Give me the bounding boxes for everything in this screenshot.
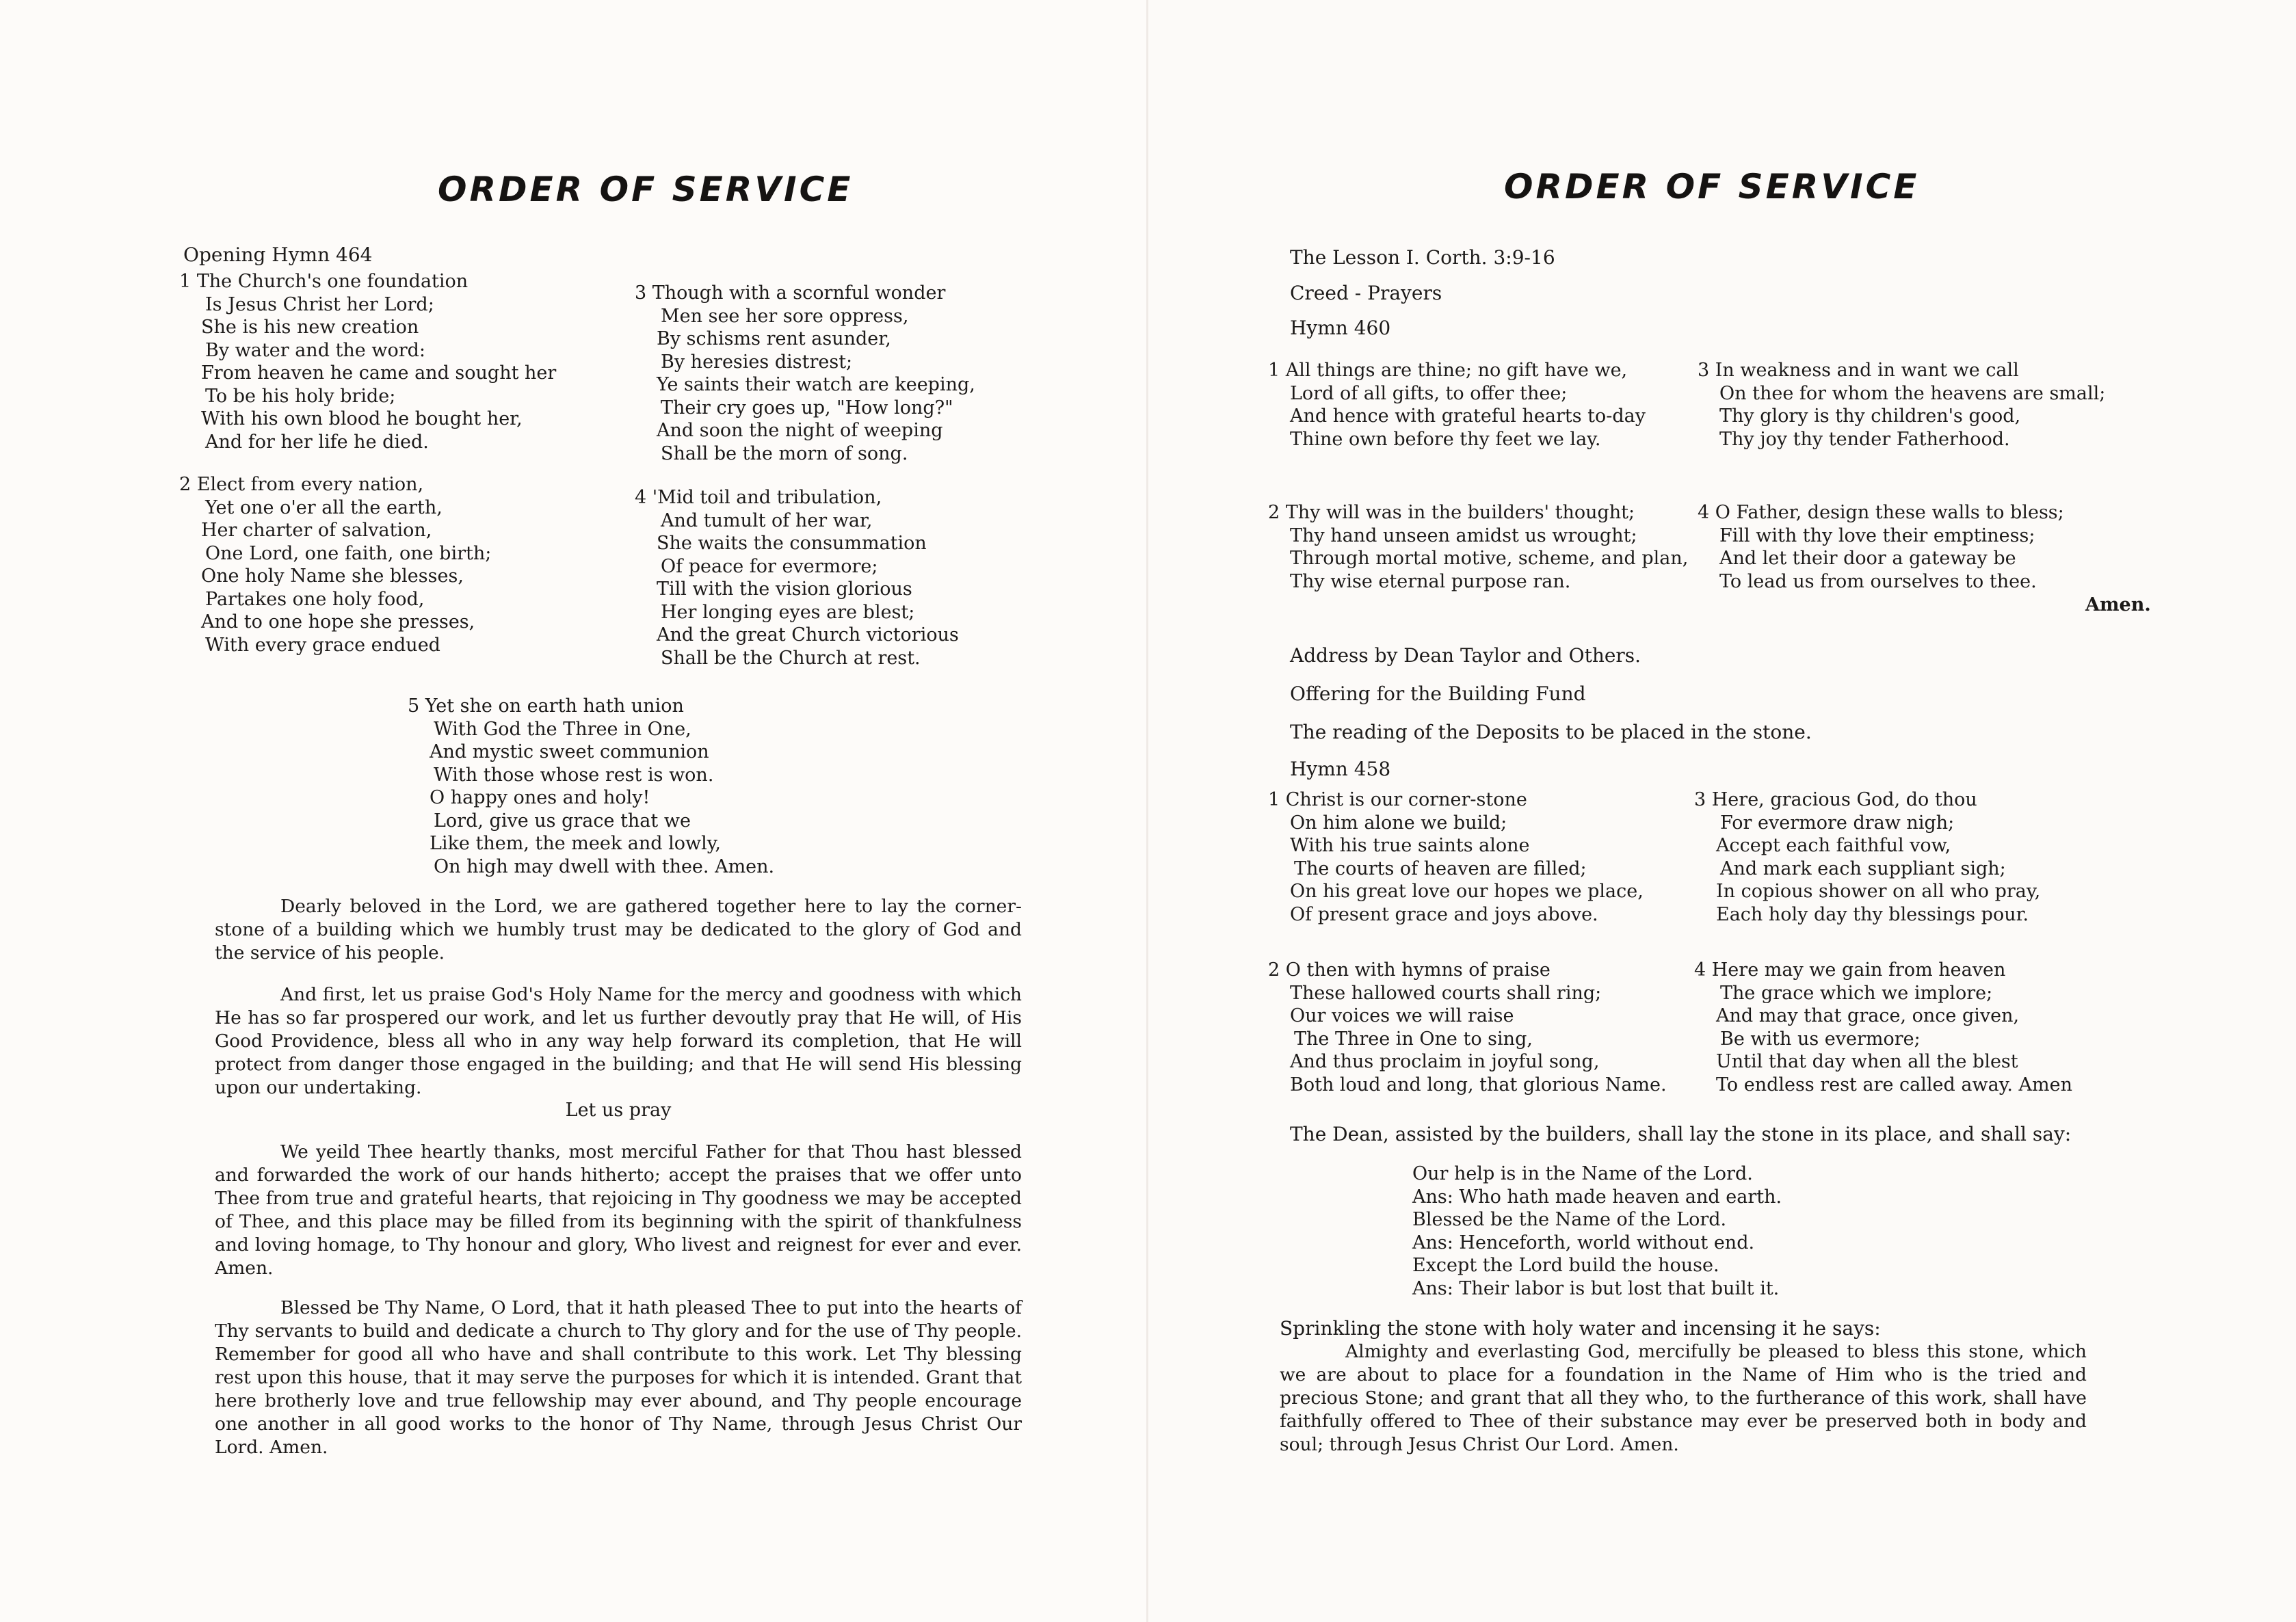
page-title: ORDER OF SERVICE: [1504, 167, 1920, 207]
thanksgiving-prayer: We yeild Thee heartly thanks, most merciful Father for that Thou hast blessed and forwarded the work of our hands hitherto; accept the praises that we offer unto Thee from true and grateful hearts, that rejoicing in Thy goodness we may be accepted of Thee, and this place may be filled from its beginning with the spirit of thankfulness and loving homage, to Thy honour and glory, Who livest and reignest for ever and ever. Amen.: [215, 1141, 1022, 1279]
hymn-458-verse-1: 1 Christ is our corner-stone On him alone we build; With his true saints alone The courts of heaven are filled; On his great love our hopes we place, Of present grace and joys above.: [1268, 789, 1644, 925]
hymn-458-verse-3: 3 Here, gracious God, do thou For evermore draw nigh; Accept each faithful vow, And mark each suppliant sigh; In copious shower on all who pray, Each holy day thy blessings pour.: [1694, 789, 2041, 925]
right-page: [1148, 0, 2296, 1622]
deposits-reading-label: The reading of the Deposits to be placed in the stone.: [1290, 721, 1812, 743]
dedication-prayer: Blessed be Thy Name, O Lord, that it hath pleased Thee to put into the hearts of Thy servants to build and dedicate a church to Thy glory and for the use of Thy people. Remember for good all who have and shall contribute to this work. Let Thy blessing rest upon this house, that it may serve the purposes for which it is intended. Grant that here brotherly love and true fellowship may ever abound, and Thy people encourage one another in all good works to the honor of Thy Name, through Jesus Christ Our Lord. Amen.: [215, 1297, 1022, 1458]
hymn-464-verse-4: 4 'Mid toil and tribulation, And tumult of her war, She waits the consummation Of peace for evermore; Till with the vision glorious Her longing eyes are blest; And the great Church victorious Shall be the Church at rest.: [635, 487, 959, 669]
hymn-464-verse-1: 1 The Church's one foundation Is Jesus Christ her Lord; She is his new creation By water and the word: From heaven he came and sought her To be his holy bride; With his own blood he bought her, And for her life he died.: [179, 271, 557, 453]
hymn-458-label: Hymn 458: [1290, 758, 1391, 780]
hymn-460-verse-2: 2 Thy will was in the builders' thought; Thy hand unseen amidst us wrought; Through mortal motive, scheme, and plan, Thy wise eternal purpose ran.: [1268, 502, 1689, 592]
hymn-464-verse-5: 5 Yet she on earth hath union With God the Three in One, And mystic sweet communion With those whose rest is won. O happy ones and holy! Lord, give us grace that we Like them, the meek and lowly, On high may dwell with thee. Amen.: [408, 695, 775, 877]
praise-paragraph: And first, let us praise God's Holy Name for the mercy and goodness with which He has so far prospered our work, and let us further devoutly pray that He will, of His Good Providence, bless all who in any way help forward its completion, that He will protect from danger those engaged in the building; and that He will send His blessing upon our undertaking.: [215, 984, 1022, 1098]
blessing-prayer: Almighty and everlasting God, mercifully be pleased to bless this stone, which we are about to place for a foundation in the Name of Him who is the tried and precious Stone; and grant that all they who, to the furtherance of this work, shall have faithfully offered to Thee of their substance may ever be preserved both in body and soul; through Jesus Christ Our Lord. Amen.: [1280, 1341, 2087, 1455]
lesson-label: The Lesson I. Corth. 3:9-16: [1290, 246, 1555, 269]
opening-hymn-label: Opening Hymn 464: [183, 243, 373, 266]
address-label: Address by Dean Taylor and Others.: [1290, 644, 1641, 667]
hymn-458-verse-2: 2 O then with hymns of praise These hallowed courts shall ring; Our voices we will raise The Three in One to sing, And thus proclaim in joyful song, Both loud and long, that glorious Name.: [1268, 959, 1667, 1095]
page-title: ORDER OF SERVICE: [438, 170, 854, 209]
hymn-458-verse-4: 4 Here may we gain from heaven The grace which we implore; And may that grace, once given, Be with us evermore; Until that day when all the blest To endless rest are called away. Amen: [1694, 959, 2072, 1095]
exhortation-paragraph: Dearly beloved in the Lord, we are gathered together here to lay the corner-stone of a building which we humbly trust may be dedicated to the glory of God and the service of his people.: [215, 896, 1022, 963]
hymn-460-verse-4: 4 O Father, design these walls to bless; Fill with thy love their emptiness; And let their door a gateway be To lead us from ourselves to thee.: [1698, 502, 2064, 592]
hymn-460-label: Hymn 460: [1290, 317, 1391, 339]
offering-label: Offering for the Building Fund: [1290, 682, 1586, 705]
versicles-and-responses: Our help is in the Name of the Lord. Ans: Who hath made heaven and earth. Blessed be the Name of the Lord. Ans: Henceforth, world without end. Except the Lord build the house. Ans: Their labor is but lost that built it.: [1412, 1163, 1782, 1299]
hymn-464-verse-3: 3 Though with a scornful wonder Men see her sore oppress, By schisms rent asunder, By heresies distrest; Ye saints their watch are keeping, Their cry goes up, "How long?" And soon the night of weeping Shall be the morn of song.: [635, 282, 975, 464]
hymn-460-amen: Amen.: [2085, 594, 2151, 615]
hymn-464-verse-2: 2 Elect from every nation, Yet one o'er all the earth, Her charter of salvation, One Lord, one faith, one birth; One holy Name she blesses, Partakes one holy food, And to one hope she presses, With every grace endued: [179, 474, 492, 656]
sprinkling-rubric: Sprinkling the stone with holy water and incensing it he says:: [1280, 1317, 1881, 1340]
dean-rubric: The Dean, assisted by the builders, shall lay the stone in its place, and shall say:: [1290, 1123, 2072, 1145]
creed-prayers-label: Creed - Prayers: [1290, 282, 1442, 304]
hymn-460-verse-3: 3 In weakness and in want we call On thee for whom the heavens are small; Thy glory is thy children's good, Thy joy thy tender Fatherhood.: [1698, 360, 2106, 450]
let-us-pray: Let us pray: [565, 1100, 672, 1121]
hymn-460-verse-1: 1 All things are thine; no gift have we, Lord of all gifts, to offer thee; And hence with grateful hearts to-day Thine own before thy feet we lay.: [1268, 360, 1646, 450]
